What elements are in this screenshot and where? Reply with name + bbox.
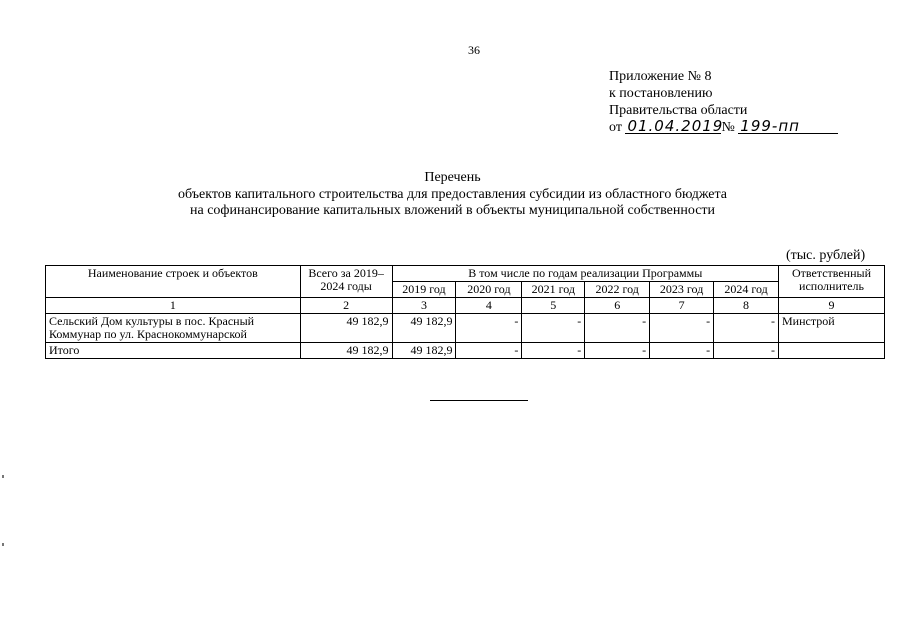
appendix-block xyxy=(609,68,838,136)
year-value: - xyxy=(714,314,779,343)
appendix-line-4 xyxy=(609,119,838,136)
header-total: Всего за 2019–2024 годы xyxy=(300,266,392,298)
header-year: 2021 год xyxy=(522,282,585,298)
page-number: 36 xyxy=(468,43,480,57)
total-executor xyxy=(778,343,884,359)
document-title xyxy=(0,170,905,220)
column-number: 1 xyxy=(46,298,301,314)
year-value: - xyxy=(456,314,522,343)
total-sum: 49 182,9 xyxy=(300,343,392,359)
header-year: 2020 год xyxy=(456,282,522,298)
year-value: - xyxy=(585,343,650,359)
column-number: 9 xyxy=(778,298,884,314)
margin-mark xyxy=(2,475,4,478)
column-number-row xyxy=(46,298,885,314)
header-year: 2023 год xyxy=(650,282,714,298)
margin-mark xyxy=(2,543,4,546)
column-number: 2 xyxy=(300,298,392,314)
header-year: 2019 год xyxy=(392,282,456,298)
year-value: - xyxy=(456,343,522,359)
appendix-line-2: к постановлению xyxy=(609,86,713,101)
title-line-2: объектов капитального строительства для предоставления субсидии из областного бюджета xyxy=(177,186,728,202)
object-executor: Минстрой xyxy=(778,314,884,343)
year-value: - xyxy=(522,343,585,359)
column-number: 6 xyxy=(585,298,650,314)
year-value: 49 182,9 xyxy=(392,343,456,359)
header-row-1 xyxy=(46,266,885,282)
title-line-1: Перечень xyxy=(424,170,481,185)
objects-table xyxy=(45,265,885,359)
title-line-3: на софинансирование капитальных вложений в объекты муниципальной собственности xyxy=(189,203,716,218)
year-value: - xyxy=(585,314,650,343)
table-row xyxy=(46,314,885,343)
column-number: 7 xyxy=(650,298,714,314)
header-name: Наименование строек и объектов xyxy=(46,266,301,298)
handwritten-number: 199-пп xyxy=(738,119,838,134)
year-value: - xyxy=(650,314,714,343)
header-year: 2022 год xyxy=(585,282,650,298)
object-total: 49 182,9 xyxy=(300,314,392,343)
handwritten-date: 01.04.2019 xyxy=(627,117,724,135)
column-number: 8 xyxy=(714,298,779,314)
appendix-line-3: Правительства области xyxy=(609,103,748,118)
object-name: Сельский Дом культуры в пос. Красный Коммунар по ул. Краснокоммунарской xyxy=(46,314,301,343)
appendix-line-1: Приложение № 8 xyxy=(609,69,712,84)
column-number: 3 xyxy=(392,298,456,314)
column-number: 5 xyxy=(522,298,585,314)
number-label: № xyxy=(721,120,735,135)
column-number: 4 xyxy=(456,298,522,314)
year-value: - xyxy=(714,343,779,359)
end-divider xyxy=(430,400,528,401)
header-executor: Ответственный исполнитель xyxy=(778,266,884,298)
year-value: - xyxy=(522,314,585,343)
header-years-group: В том числе по годам реализации Программы xyxy=(392,266,778,282)
header-year: 2024 год xyxy=(714,282,779,298)
table-row-total xyxy=(46,343,885,359)
from-label: от xyxy=(609,120,622,135)
year-value: - xyxy=(650,343,714,359)
units-label: (тыс. рублей) xyxy=(786,248,866,263)
year-value: 49 182,9 xyxy=(392,314,456,343)
total-label: Итого xyxy=(46,343,301,359)
